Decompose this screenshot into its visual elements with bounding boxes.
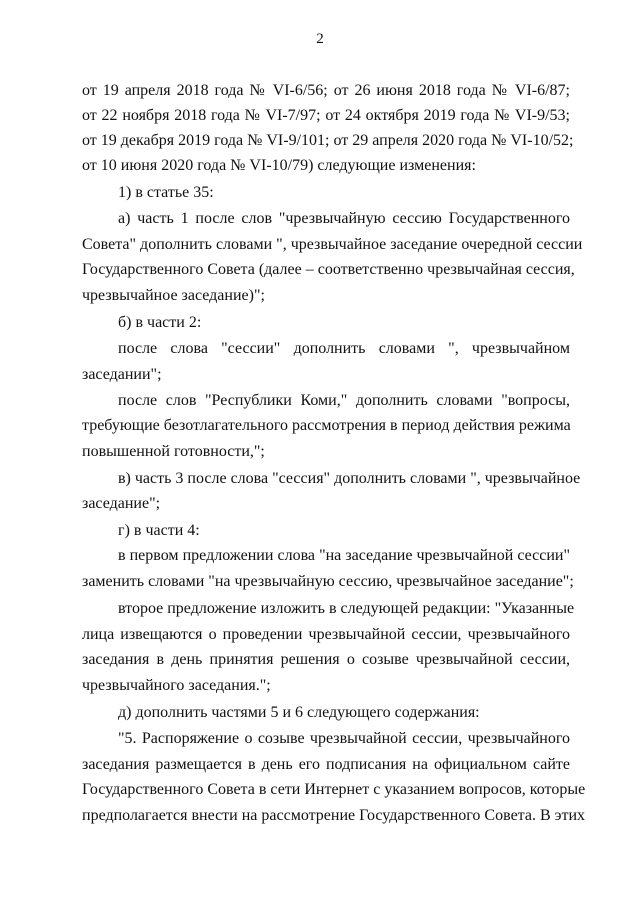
text-line: заседания в день принятия решения о созыве чрезвычайной сессии,	[82, 651, 570, 668]
text-line: лица извещаются о проведении чрезвычайной сессии, чрезвычайного	[82, 626, 570, 643]
text-line: после слова "сессии" дополнить словами ", чрезвычайном	[118, 340, 570, 357]
text-line: в) часть 3 после слова "сессия" дополнить словами ", чрезвычайное	[118, 470, 581, 487]
text-line: требующие безотлагательного рассмотрения в период действия режима	[82, 417, 571, 434]
text-line: заменить словами "на чрезвычайную сессию, чрезвычайное заседание";	[82, 573, 574, 590]
text-line: повышенной готовности,";	[82, 443, 265, 460]
text-line: б) в части 2:	[118, 314, 202, 331]
text-line: от 22 ноября 2018 года № VI-7/97; от 24 октября 2019 года № VI-9/53;	[82, 107, 570, 124]
text-line: Совета" дополнить словами ", чрезвычайное заседание очередной сессии	[82, 236, 583, 253]
text-line: 1) в статье 35:	[118, 184, 214, 201]
text-line: чрезвычайное заседание)";	[82, 287, 265, 304]
page-number: 2	[316, 31, 324, 47]
text-line: д) дополнить частями 5 и 6 следующего содержания:	[118, 704, 480, 721]
text-line: в первом предложении слова "на заседание чрезвычайной сессии"	[118, 547, 570, 564]
text-line: от 19 декабря 2019 года № VI-9/101; от 29 апреля 2020 года № VI-10/52;	[82, 132, 574, 149]
text-line: предполагается внести на рассмотрение Государственного Совета. В этих	[82, 807, 586, 824]
text-line: заседание";	[82, 495, 161, 512]
text-line: заседании";	[82, 366, 162, 383]
text-line: г) в части 4:	[118, 522, 200, 539]
text-line: от 19 апреля 2018 года № VI-6/56; от 26 июня 2018 года № VI-6/87;	[82, 82, 570, 99]
text-line: чрезвычайного заседания.";	[82, 677, 271, 694]
text-line: "5. Распоряжение о созыве чрезвычайной сессии, чрезвычайного	[118, 730, 570, 747]
text-line: а) часть 1 после слов "чрезвычайную сессию Государственного	[118, 210, 570, 227]
text-line: второе предложение изложить в следующей редакции: "Указанные	[118, 600, 575, 617]
text-line: от 10 июня 2020 года № VI-10/79) следующие изменения:	[82, 157, 476, 174]
text-line: заседания размещается в день его подписания на официальном сайте	[82, 756, 570, 773]
text-line: Государственного Совета в сети Интернет с указанием вопросов, которые	[82, 781, 586, 798]
text-line: Государственного Совета (далее – соответственно чрезвычайная сессия,	[82, 261, 575, 278]
text-line: после слов "Республики Коми," дополнить словами "вопросы,	[118, 392, 570, 409]
